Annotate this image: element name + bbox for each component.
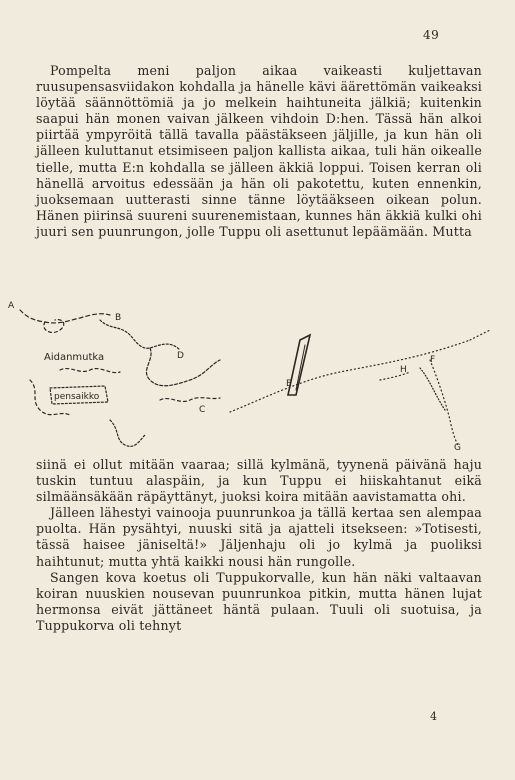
label-aidanmutka: Aidanmutka: [44, 352, 105, 363]
trail-diagram: [0, 300, 515, 460]
label-b: B: [115, 313, 122, 323]
label-c: C: [199, 405, 206, 415]
trail-scribble-1: [100, 320, 180, 350]
trail-scribble-lower: [110, 420, 145, 446]
trail-f-to-e: [470, 330, 490, 340]
trail-dotted-f: [230, 340, 470, 412]
trail-scribble-c: [160, 398, 220, 402]
text-block-bottom: [36, 457, 482, 634]
paragraph: Jälleen lähestyi vainooja puunrunkoa ja tällä kertaa sen alempaa puolta. Hän pysähtyi, nuuski sitä ja ajatteli itsekseen: »Totisesti, tässä haisee jäniseltä!» Jäljenhaju oli jo kylmä ja puoliksi haihtunut; mutta yhtä kaikki nousi hän rungolle.: [36, 505, 482, 569]
paragraph: siinä ei ollut mitään vaaraa; sillä kylmänä, tyynenä päivänä haju tuskin tuntuu alaspäin, ja kun Tuppu ei hiiskahtanut eikä silmäänsäkään räpäyttänyt, juoksi koira mitään aavistamatta ohi.: [36, 457, 482, 505]
trail-loop-left: [44, 320, 64, 333]
label-f: F: [430, 355, 436, 365]
label-e: E: [286, 379, 292, 389]
page-number: 49: [423, 28, 440, 42]
label-d: D: [177, 351, 184, 361]
trail-scribble-3: [60, 369, 120, 373]
label-g: G: [454, 443, 461, 453]
trail-right-descend: [420, 368, 445, 410]
text-block-top: [36, 63, 482, 240]
paragraph: Pompelta meni paljon aikaa vaikeasti kuljettavan ruusupensasviidakon kohdalla ja hänelle kävi äärettömän vaikeaksi löytää säännöttömiä ja jo melkein haihtuneita jälkiä; kuitenkin saapui hän monen vaivan jälkeen vihdoin D:hen. Tässä hän alkoi piirtää ympyröitä tällä tavalla päästäkseen jäljille, ja kun hän oli jälleen kuluttanut etsimiseen paljon kallista aikaa, tuli hän oikealle tielle, mutta E:n kohdalla se jälleen äkkiä loppui. Toisen kerran oli hänellä arvoitus edessään ja hän oli pakotettu, kuten ennenkin, juoksemaan uutterasti sinne tänne löytääkseen oikean polun. Hänen piirinsä suureni suurenemistaan, kunnes hän äkkiä kulki ohi juuri sen puunrungon, jolle Tuppu oli asettunut lepäämään. Mutta: [36, 63, 482, 239]
label-pensaikko: pensaikko: [54, 392, 100, 402]
signature-mark: 4: [430, 710, 437, 723]
label-h: H: [400, 365, 407, 375]
trail-path-a-b: [20, 310, 110, 323]
paragraph: Sangen kova koetus oli Tuppukorvalle, kun hän näki valtaavan koiran nuuskien nousevan puunrunkoa pitkin, mutta hänen lujat hermonsa eivät jättäneet häntä pulaan. Tuuli oli suotuisa, ja Tuppukorva oli tehnyt: [36, 569, 482, 633]
trail-dotted-g: [430, 360, 458, 445]
label-a: A: [8, 301, 15, 311]
